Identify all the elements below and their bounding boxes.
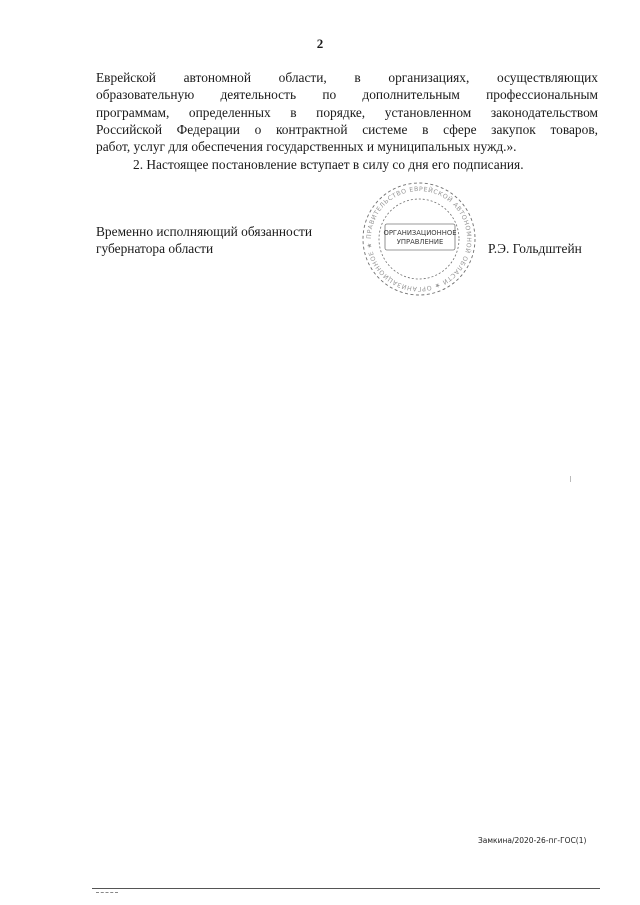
signatory-title-line-1: Временно исполняющий обязанности	[96, 224, 313, 239]
paragraph-1-line: программам, определенных в порядке, установленном законодательством	[96, 104, 598, 120]
official-seal-stamp	[354, 180, 484, 298]
seal-center-box	[385, 224, 455, 250]
signatory-name: Р.Э. Гольдштейн	[488, 241, 582, 256]
signatory-title	[96, 223, 312, 258]
scan-mark	[570, 476, 571, 482]
signatory-title-line-2: губернатора области	[96, 241, 214, 257]
page-number: 2	[316, 36, 324, 51]
paragraph-2: 2. Настоящее постановление вступает в силу со дня его подписания.	[133, 157, 524, 172]
footer-dash	[96, 892, 118, 893]
paragraph-1-line: Российской Федерации о контрактной системе в сфере закупок товаров,	[96, 121, 598, 137]
paragraph-1-last-line: работ, услуг для обеспечения государственных и муниципальных нужд.».	[96, 139, 517, 155]
document-code: Замкина/2020-26-пг-ГОС(1)	[478, 836, 587, 845]
footer-rule	[92, 888, 600, 889]
paragraph-1-line: Еврейской автономной области, в организациях, осуществляющих	[96, 70, 598, 85]
paragraph-1-line: образовательную деятельность по дополнительным профессиональным	[96, 87, 598, 103]
seal-ring-lettering: ПРАВИТЕЛЬСТВО ЕВРЕЙСКОЙ АВТОНОМНОЙ ОБЛАСТИ ★ ОРГАНИЗАЦИОННОЕ ★	[365, 185, 473, 293]
paragraph-1	[96, 69, 598, 155]
seal-center-line-2: УПРАВЛЕНИЕ	[396, 238, 444, 246]
seal-center-line-1: ОРГАНИЗАЦИОННОЕ	[383, 229, 457, 237]
